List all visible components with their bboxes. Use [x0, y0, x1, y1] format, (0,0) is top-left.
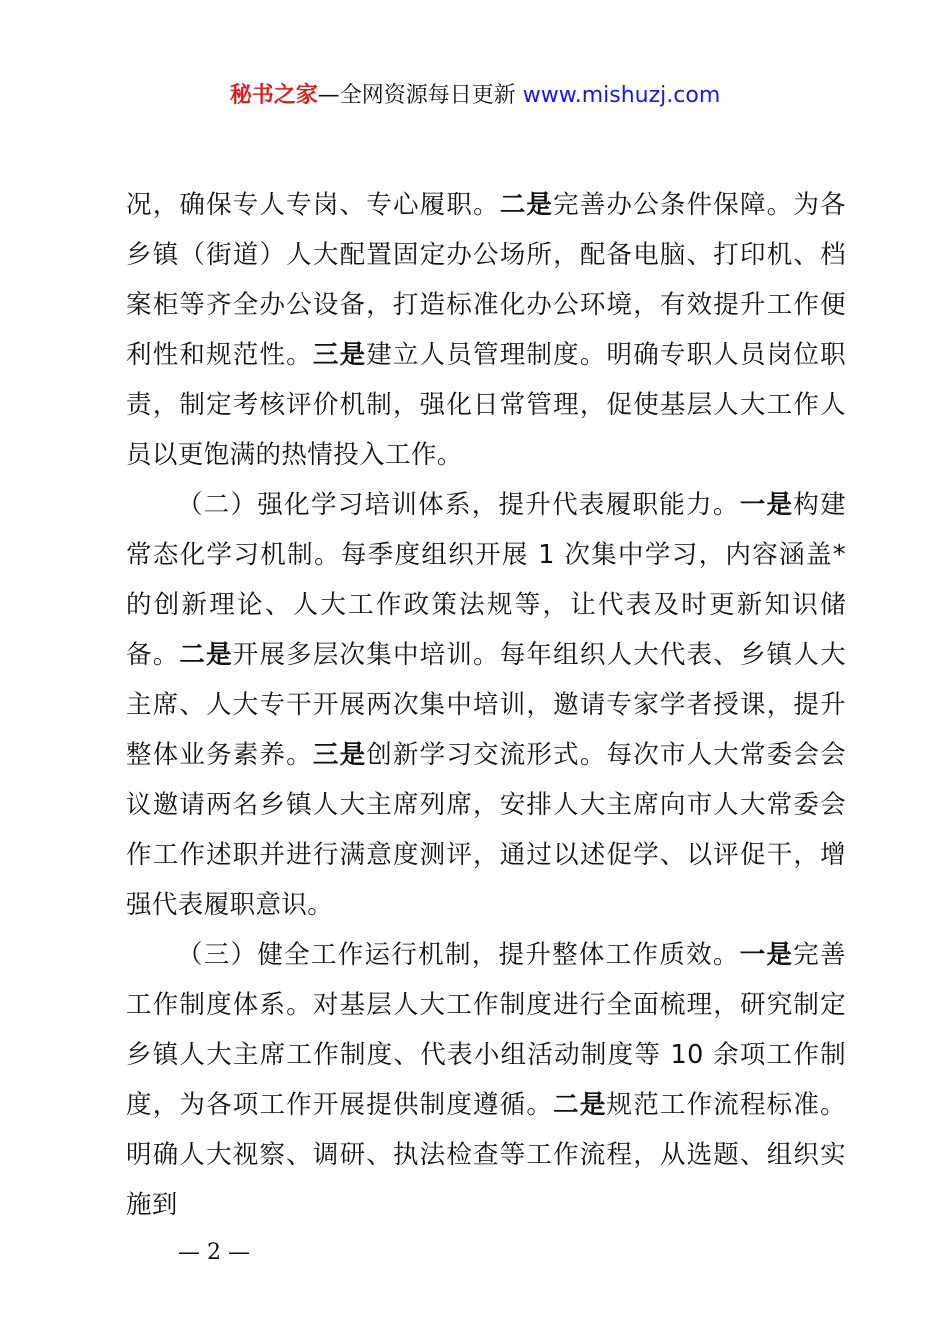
- paragraph-text: 规范工作流程标准。明确人大视察、调研、执法检查等工作流程，从选题、组织实施到: [126, 1090, 846, 1220]
- paragraph: [126, 480, 846, 930]
- site-header: [0, 79, 950, 113]
- paragraph-text: 创新学习交流形式。每次市人大常委会会议邀请两名乡镇人大主席列席，安排人大主席向市人大常委会作工作述职并进行满意度测评，通过以述促学、以评促干，增强代表履职意识。: [126, 740, 846, 920]
- site-brand: 秘书之家: [229, 83, 318, 108]
- bold-lead-phrase: 二是: [179, 640, 233, 670]
- bold-lead-phrase: 三是: [312, 740, 367, 770]
- site-url-link[interactable]: www.mishuzj.com: [522, 83, 721, 108]
- paragraph-text: 完善办公条件保障。为各乡镇（街道）人大配置固定办公场所，配备电脑、打印机、档案柜等齐全办公设备，打造标准化办公环境，有效提升工作便利性和规范性。: [126, 190, 846, 370]
- paragraph: [126, 930, 846, 1230]
- paragraph: [126, 180, 846, 480]
- paragraph-text: 开展多层次集中培训。每年组织人大代表、乡镇人大主席、人大专干开展两次集中培训，邀请专家学者授课，提升整体业务素养。: [126, 640, 846, 770]
- document-body: [126, 180, 846, 1230]
- site-slogan: —全网资源每日更新: [317, 83, 516, 108]
- bold-lead-phrase: 二是: [553, 1090, 607, 1120]
- paragraph-text: （三）健全工作运行机制，提升整体工作质效。: [177, 940, 740, 970]
- page-number: — 2 —: [178, 1240, 250, 1265]
- paragraph-text: 建立人员管理制度。明确专职人员岗位职责，制定考核评价机制，强化日常管理，促使基层人大工作人员以更饱满的热情投入工作。: [126, 340, 846, 470]
- paragraph-text: 况，确保专人专岗、专心履职。: [126, 190, 500, 220]
- bold-lead-phrase: 三是: [312, 340, 367, 370]
- paragraph-text: 构建常态化学习机制。每季度组织开展 1 次集中学习，内容涵盖*的创新理论、人大工作政策法规等，让代表及时更新知识储备。: [126, 490, 846, 670]
- paragraph-text: （二）强化学习培训体系，提升代表履职能力。: [177, 490, 740, 520]
- bold-lead-phrase: 一是: [739, 490, 794, 520]
- bold-lead-phrase: 一是: [739, 940, 794, 970]
- bold-lead-phrase: 二是: [499, 190, 554, 220]
- paragraph-text: 完善工作制度体系。对基层人大工作制度进行全面梳理，研究制定乡镇人大主席工作制度、代表小组活动制度等 10 余项工作制度，为各项工作开展提供制度遵循。: [126, 940, 846, 1120]
